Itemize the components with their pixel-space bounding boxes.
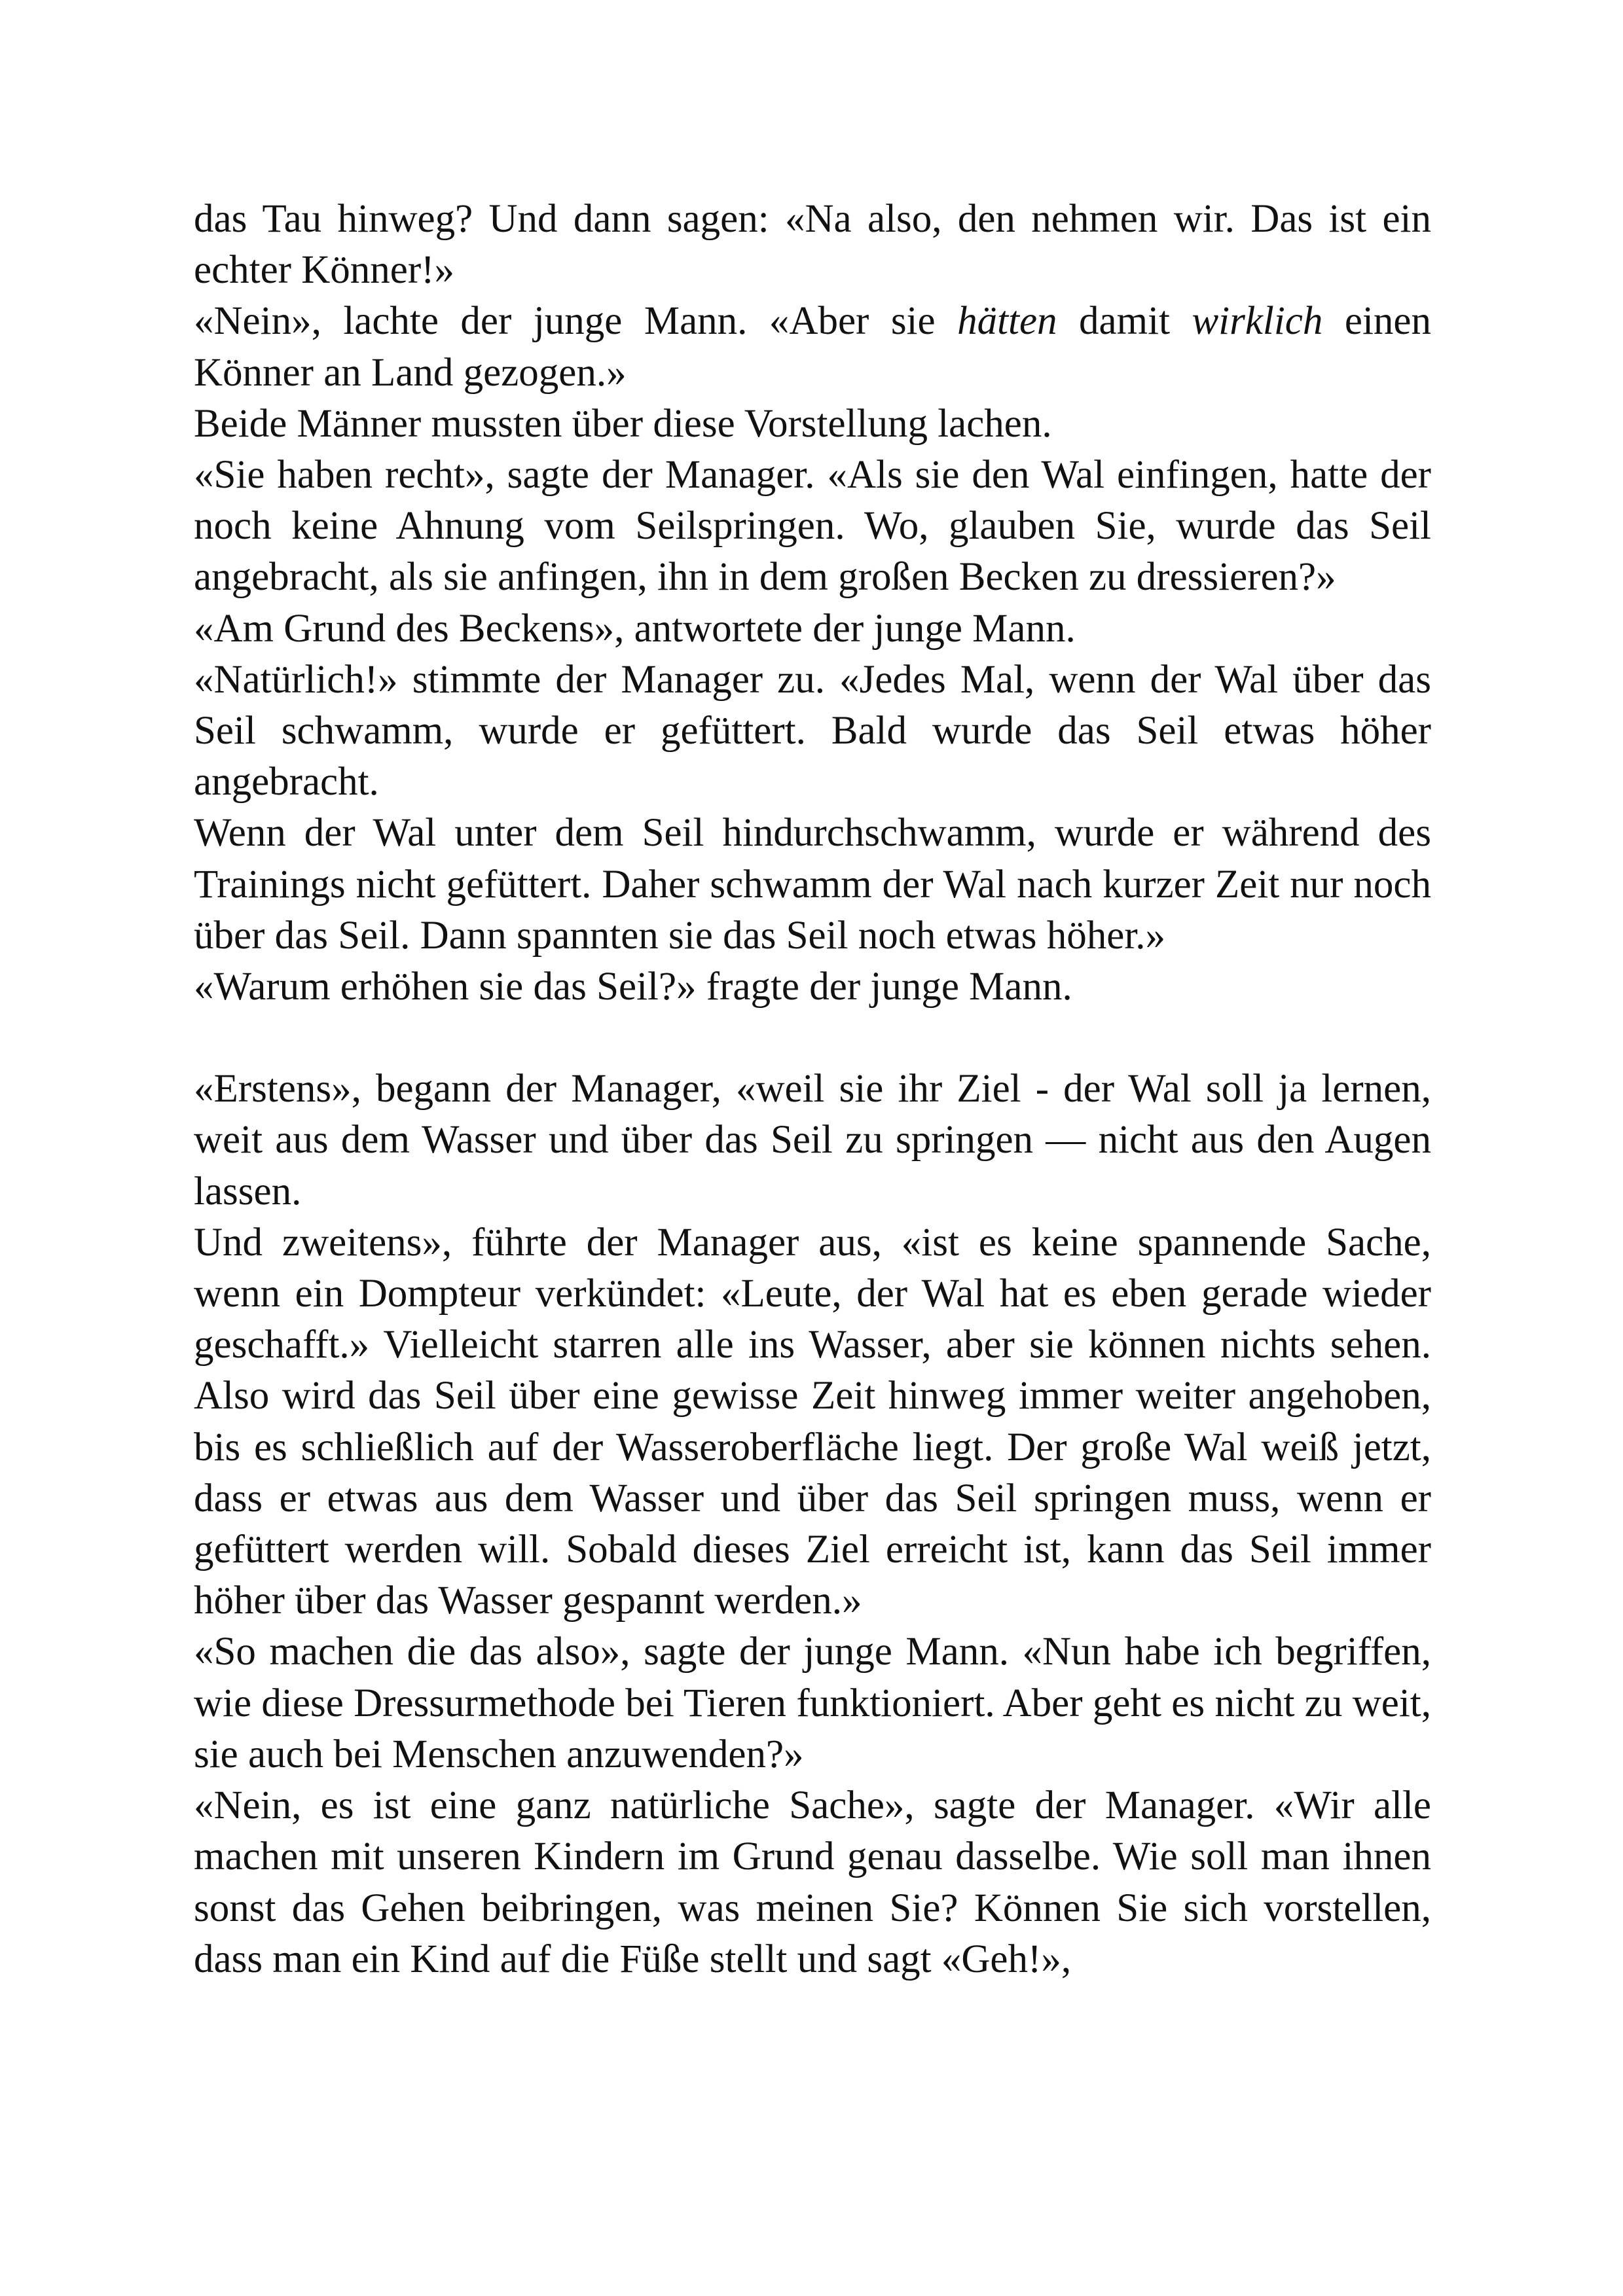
text-run: «Nein», lachte der junge Mann. «Aber sie xyxy=(194,299,958,344)
paragraph xyxy=(194,1064,1431,1217)
text-run: «Erstens», begann der Manager, «weil sie ihr Ziel - der Wal soll ja lernen, weit aus dem Wasser und über das Seil zu springen — nicht aus den Augen lassen. xyxy=(194,1067,1431,1213)
text-run: «Nein, es ist eine ganz natürliche Sache», sagte der Manager. «Wir alle machen mit unseren Kindern im Grund genau dasselbe. Wie soll man ihnen sonst das Gehen beibringen, was meinen Sie? Können Sie sich vorstellen, dass man ein Kind auf die Füße stellt und sagt «Geh!», xyxy=(194,1784,1431,1981)
paragraph xyxy=(194,603,1431,655)
text-run: «So machen die das also», sagte der junge Mann. «Nun habe ich begriffen, wie diese Dressurmethode bei Tieren funktioniert. Aber geht es nicht zu weit, sie auch bei Menschen anzuwenden?» xyxy=(194,1630,1431,1776)
paragraph xyxy=(194,1780,1431,1985)
text-run: Beide Männer mussten über diese Vorstellung lachen. xyxy=(194,401,1052,446)
text-run: einen Könner an Land gezogen.» xyxy=(194,299,1431,395)
text-run: Wenn der Wal unter dem Seil hindurchschwamm, wurde er während des Trainings nicht gefüttert. Daher schwamm der Wal nach kurzer Zeit nur noch über das Seil. Dann spannten sie das Seil noch etwas höher.» xyxy=(194,811,1431,958)
paragraph xyxy=(194,1217,1431,1627)
paragraph-gap xyxy=(194,1013,1431,1064)
text-run: Und zweitens», führte der Manager aus, «ist es keine spannende Sache, wenn ein Dompteur verkündet: «Leute, der Wal hat es eben gerade wieder geschafft.» Vielleicht starren alle ins Wasser, aber sie können nichts sehen. Also wird das Seil über eine gewisse Zeit hinweg immer weiter angehoben, bis es schließlich auf der Wasseroberfläche liegt. Der große Wal weiß jetzt, dass er etwas aus dem Wasser und über das Seil springen muss, wenn er gefüttert werden will. Sobald dieses Ziel erreicht ist, kann das Seil immer höher über das Wasser gespannt werden.» xyxy=(194,1220,1431,1623)
body-text xyxy=(194,194,1431,1985)
paragraph xyxy=(194,655,1431,808)
text-run: «Sie haben recht», sagte der Manager. «Als sie den Wal einfingen, hatte der noch keine Ahnung vom Seilspringen. Wo, glauben Sie, wurde das Seil angebracht, als sie anfingen, ihn in dem großen Becken zu dressieren?» xyxy=(194,453,1431,600)
paragraph xyxy=(194,961,1431,1013)
paragraph xyxy=(194,296,1431,398)
paragraph xyxy=(194,1626,1431,1780)
paragraph xyxy=(194,194,1431,296)
emphasis-text: hätten xyxy=(957,299,1057,344)
paragraph xyxy=(194,450,1431,603)
emphasis-text: wirklich xyxy=(1192,299,1323,344)
text-run: «Natürlich!» stimmte der Manager zu. «Jedes Mal, wenn der Wal über das Seil schwamm, wurde er gefüttert. Bald wurde das Seil etwas höher angebracht. xyxy=(194,657,1431,804)
text-run: damit xyxy=(1057,299,1192,344)
text-run: «Am Grund des Beckens», antwortete der junge Mann. xyxy=(194,606,1076,651)
text-run: das Tau hinweg? Und dann sagen: «Na also, den nehmen wir. Das ist ein echter Könner!» xyxy=(194,197,1431,293)
text-run: «Warum erhöhen sie das Seil?» fragte der junge Mann. xyxy=(194,965,1072,1009)
paragraph xyxy=(194,808,1431,961)
paragraph xyxy=(194,399,1431,450)
